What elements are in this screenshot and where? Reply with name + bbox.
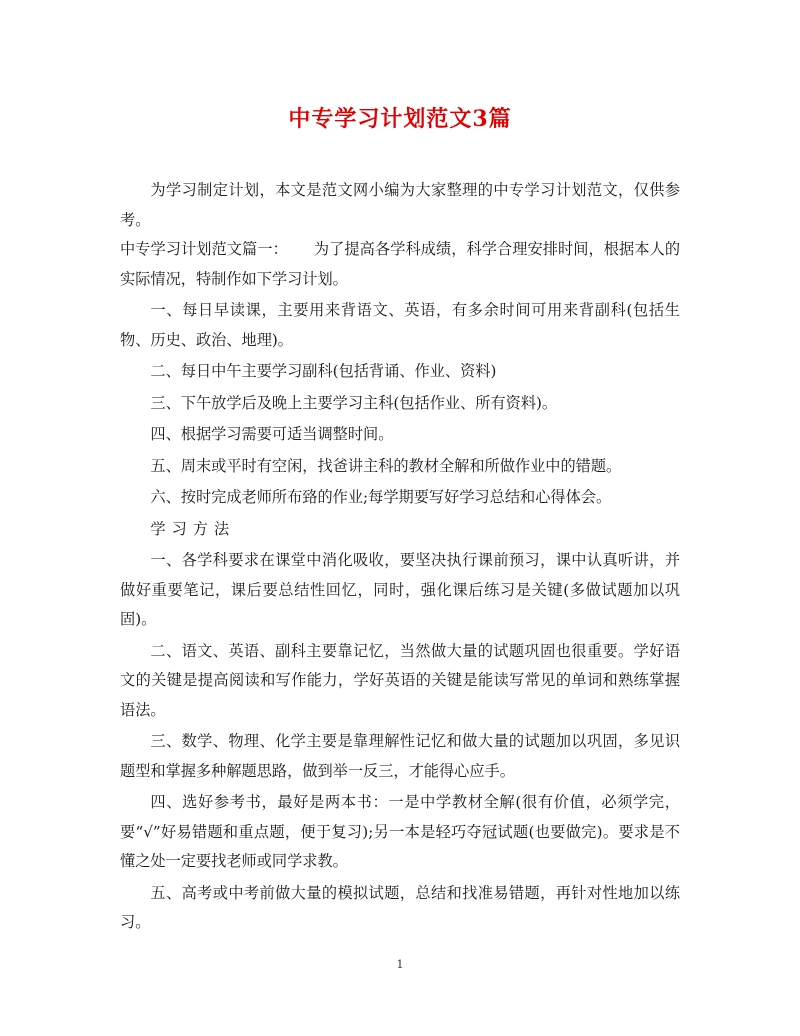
method-heading: 学习方法 bbox=[150, 519, 236, 538]
plan-item-1: 一、每日早读课，主要用来背语文、英语，有多余时间可用来背副科(包括生物、历史、政治、地理)。 bbox=[120, 301, 680, 349]
method-item-3: 三、数学、物理、化学主要是靠理解性记忆和做大量的试题加以巩固，多见识题型和掌握多种解题思路，做到举一反三，才能得心应手。 bbox=[120, 732, 680, 780]
document-title: 中专学习计划范文3篇 bbox=[288, 106, 512, 132]
plan-item-5: 五、周末或平时有空闲，找爸讲主科的教材全解和所做作业中的错题。 bbox=[150, 456, 622, 475]
method-item-5: 五、高考或中考前做大量的模拟试题，总结和找准易错题，再针对性地加以练习。 bbox=[120, 883, 680, 931]
section-one-label: 中专学习计划范文篇一： bbox=[120, 240, 288, 258]
plan-item-4: 四、根据学习需要可适当调整时间。 bbox=[150, 425, 394, 443]
method-item-1: 一、各学科要求在课堂中消化吸收，要坚决执行课前预习，课中认真听讲，并做好重要笔记，课后要总结性回忆，同时，强化课后练习是关键(多做试题加以巩固)。 bbox=[120, 551, 680, 628]
section-one-intro: 为了提高各学科成绩，科学合理安排时间，根据本人的实际情况，特制作如下学习计划。 bbox=[120, 240, 681, 288]
section-one-paragraph bbox=[120, 235, 680, 294]
method-item-2: 二、语文、英语、副科主要靠记忆，当然做大量的试题巩固也很重要。学好语文的关键是提高阅读和写作能力，学好英语的关键是能读写常见的单词和熟练掌握语法。 bbox=[120, 641, 680, 719]
intro-paragraph: 为学习制定计划，本文是范文网小编为大家整理的中专学习计划范文，仅供参考。 bbox=[120, 181, 680, 229]
plan-item-2: 二、每日中午主要学习副科(包括背诵、作业、资料) bbox=[150, 362, 497, 380]
plan-item-6: 六、按时完成老师所布臵的作业;每学期要写好学习总结和心得体会。 bbox=[150, 488, 612, 506]
page-number: 1 bbox=[396, 958, 404, 971]
plan-item-3: 三、下午放学后及晚上主要学习主科(包括作业、所有资料)。 bbox=[150, 393, 558, 412]
document-body bbox=[120, 176, 680, 938]
method-item-4: 四、选好参考书，最好是两本书：一是中学教材全解(很有价值，必须学完，要“√”好易错题和重点题，便于复习);另一本是轻巧夺冠试题(也要做完)。要求是不懂之处一定要找老师或同学求教。 bbox=[120, 793, 680, 870]
